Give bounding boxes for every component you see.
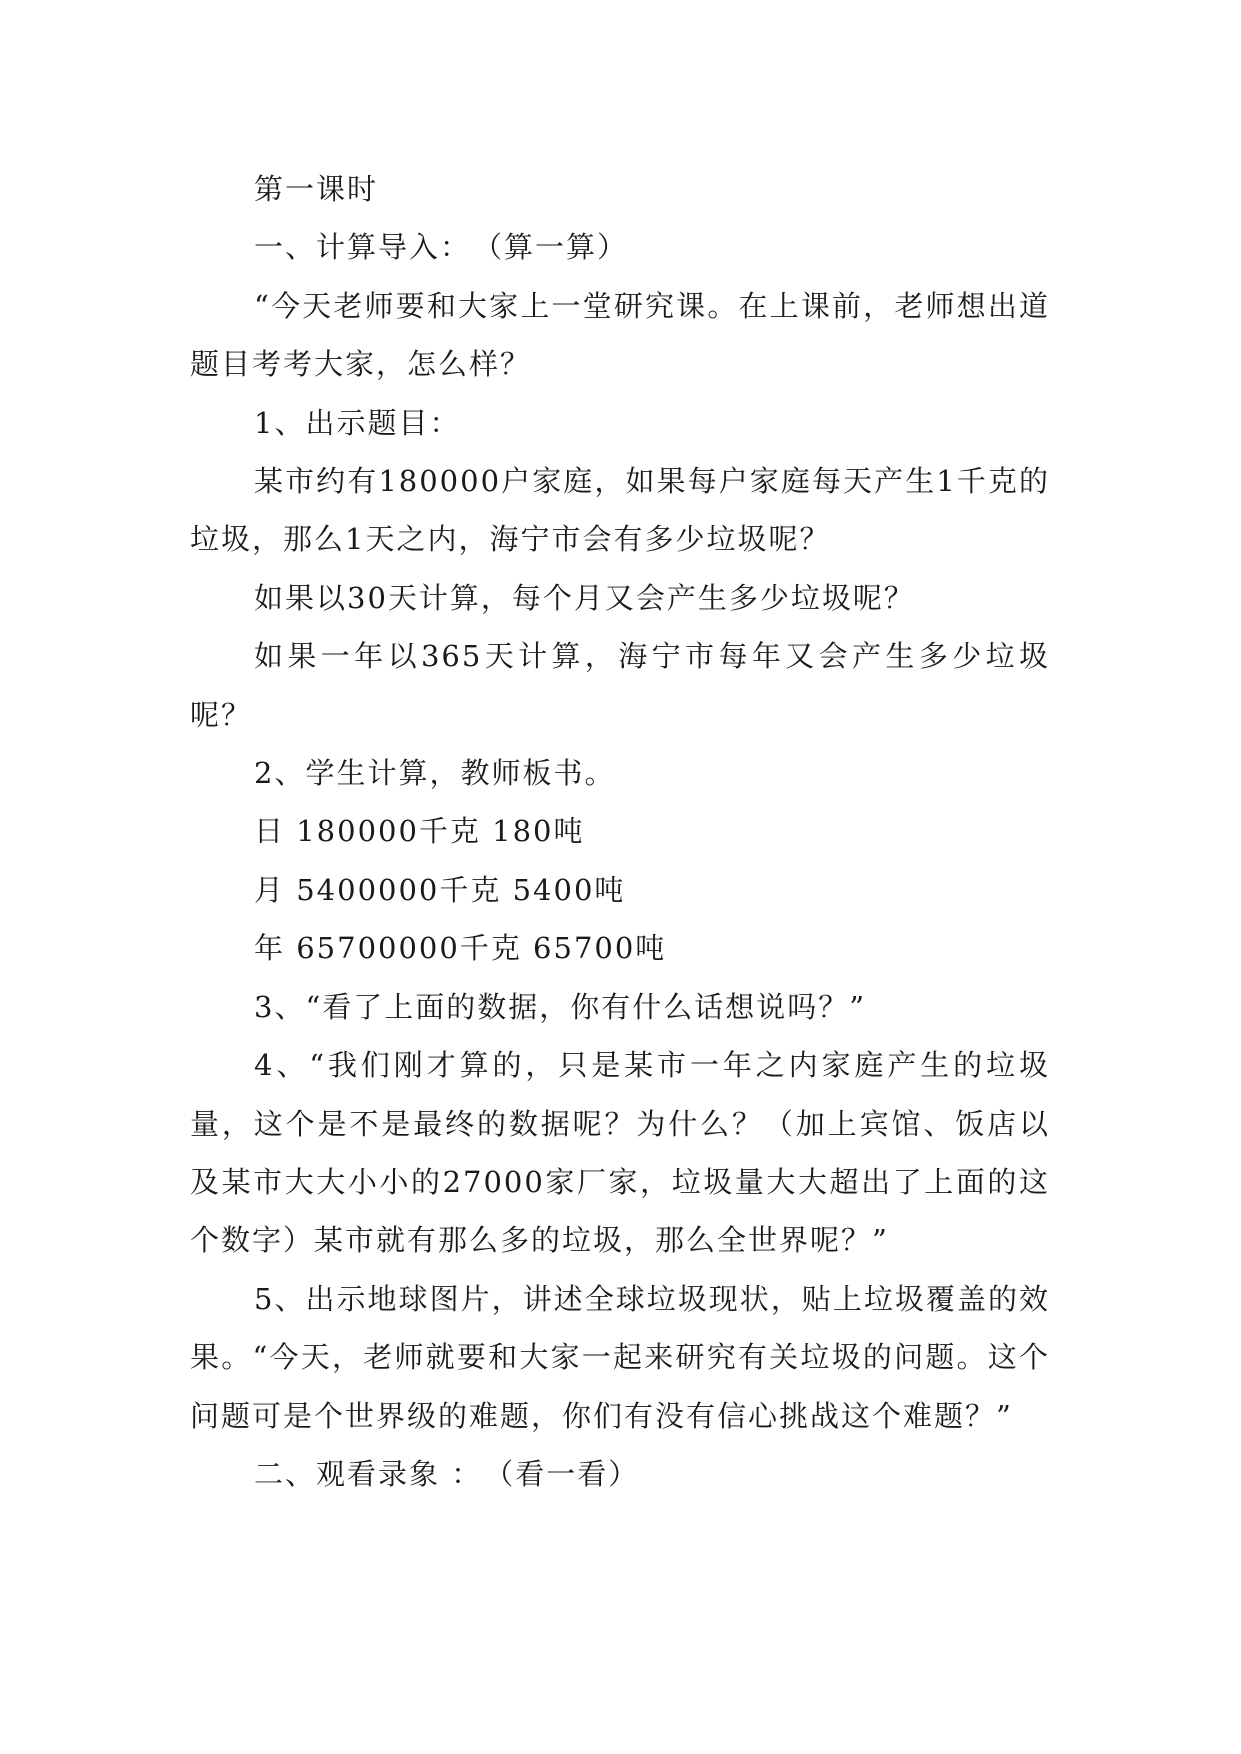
section-heading-video: 二、观看录象 ： （看一看） (254, 1456, 640, 1491)
step-1-heading: 1、出示题目： (254, 405, 461, 440)
result-day: 日 180000千克 180吨 (254, 814, 585, 849)
section-heading-calculation: 一、计算导入： （算一算） (254, 230, 629, 265)
document-body (190, 160, 1050, 1503)
problem-month: 如果以30天计算，每个月又会产生多少垃圾呢？ (254, 580, 915, 615)
paragraph-intro-quote: “今天老师要和大家上一堂研究课。在上课前，老师想出道题目考考大家，怎么样？ (190, 288, 1050, 382)
result-month: 月 5400000千克 5400吨 (254, 872, 626, 907)
step-2-heading: 2、学生计算，教师板书。 (254, 756, 616, 791)
lesson-title: 第一课时 (254, 172, 379, 206)
result-year: 年 65700000千克 65700吨 (254, 931, 667, 966)
problem-households: 某市约有180000户家庭，如果每户家庭每天产生1千克的垃圾，那么1天之内，海宁市会有多少垃圾呢？ (190, 464, 1050, 557)
step-3-question: 3、“看了上面的数据，你有什么话想说吗？” (254, 989, 867, 1024)
step-4-discussion: 4、“我们刚才算的，只是某市一年之内家庭产生的垃圾量，这个是不是最终的数据呢？为什么？（加上宾馆、饭店以及某市大大小小的27000家厂家，垃圾量大大超出了上面的这个数字）某市就有那么多的垃圾，那么全世界呢？” (190, 1048, 1050, 1258)
problem-year: 如果一年以365天计算，海宁市每年又会产生多少垃圾呢？ (190, 639, 1050, 732)
step-5-globe: 5、出示地球图片，讲述全球垃圾现状，贴上垃圾覆盖的效果。“今天，老师就要和大家一起来研究有关垃圾的问题。这个问题可是个世界级的难题，你们有没有信心挑战这个难题？” (190, 1281, 1050, 1433)
